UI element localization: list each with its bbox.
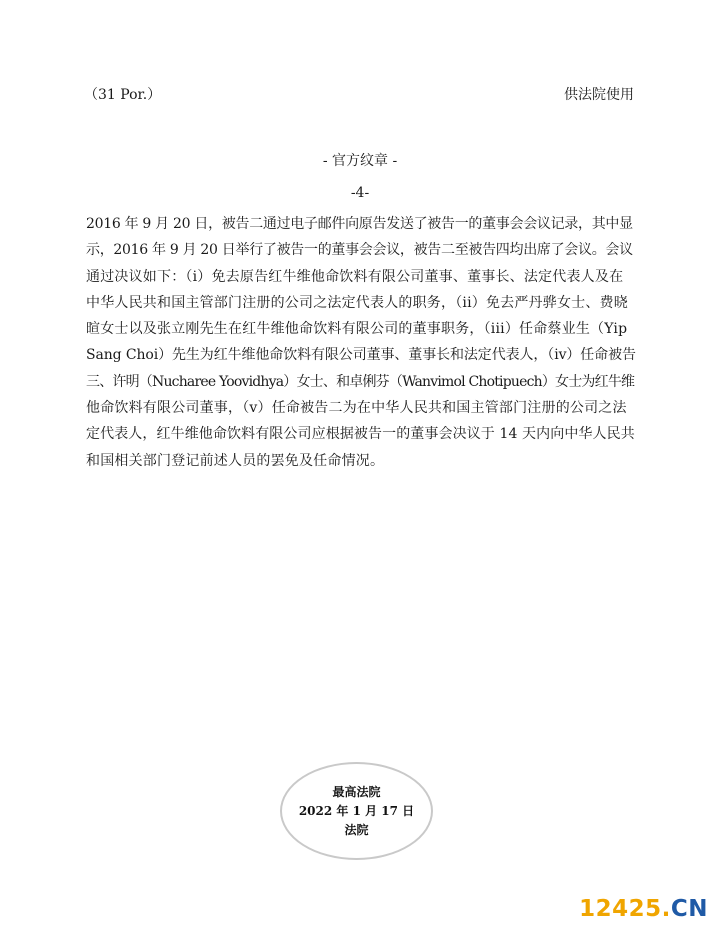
- watermark-dot: .: [661, 896, 671, 922]
- body-line: 三、许明（Nucharee Yoovidhya）女士、和卓俐芬（Wanvimol Chotipuech）女士为红牛维: [86, 373, 635, 390]
- watermark-tld: CN: [670, 896, 708, 922]
- watermark-number: 12425: [579, 896, 662, 922]
- body-line: 中华人民共和国主管部门注册的公司之法定代表人的职务，（ii）免去严丹骅女士、费晓: [86, 294, 628, 311]
- page-number: -4-: [350, 185, 370, 201]
- body-line: 和国相关部门登记前述人员的罢免及任命情况。: [86, 452, 385, 469]
- body-line: 定代表人，红牛维他命饮料有限公司应根据被告一的董事会决议于 14 天内向中华人民共: [86, 426, 635, 443]
- seal-court-label: 法院: [344, 822, 369, 837]
- body-line: 他命饮料有限公司董事，（v）任命被告二为在中华人民共和国主管部门注册的公司之法: [86, 400, 627, 417]
- header-court-use: 供法院使用: [564, 87, 634, 103]
- body-line: 通过决议如下：（i）免去原告红牛维他命饮料有限公司董事、董事长、法定代表人及在: [86, 268, 624, 285]
- court-seal: [280, 762, 433, 860]
- emblem-line: - 官方纹章 -: [322, 153, 398, 169]
- body-line: 暄女士以及张立刚先生在红牛维他命饮料有限公司的董事职务，（iii）任命蔡业生（Yip: [86, 321, 628, 338]
- body-line: Sang Choi）先生为红牛维他命饮料有限公司董事、董事长和法定代表人，（iv）任命被告: [86, 347, 636, 364]
- header-case-ref: （31 Por.）: [84, 87, 162, 103]
- body-line: 2016 年 9 月 20 日，被告二通过电子邮件向原告发送了被告一的董事会会议记录，其中显: [86, 216, 633, 232]
- seal-date: 2022 年 1 月 17 日: [298, 803, 415, 818]
- body-line: 示，2016 年 9 月 20 日举行了被告一的董事会会议，被告二至被告四均出席了会议。会议: [86, 242, 633, 259]
- site-watermark: [579, 896, 708, 922]
- seal-court-name: 最高法院: [332, 784, 381, 799]
- body-paragraph: [86, 211, 636, 474]
